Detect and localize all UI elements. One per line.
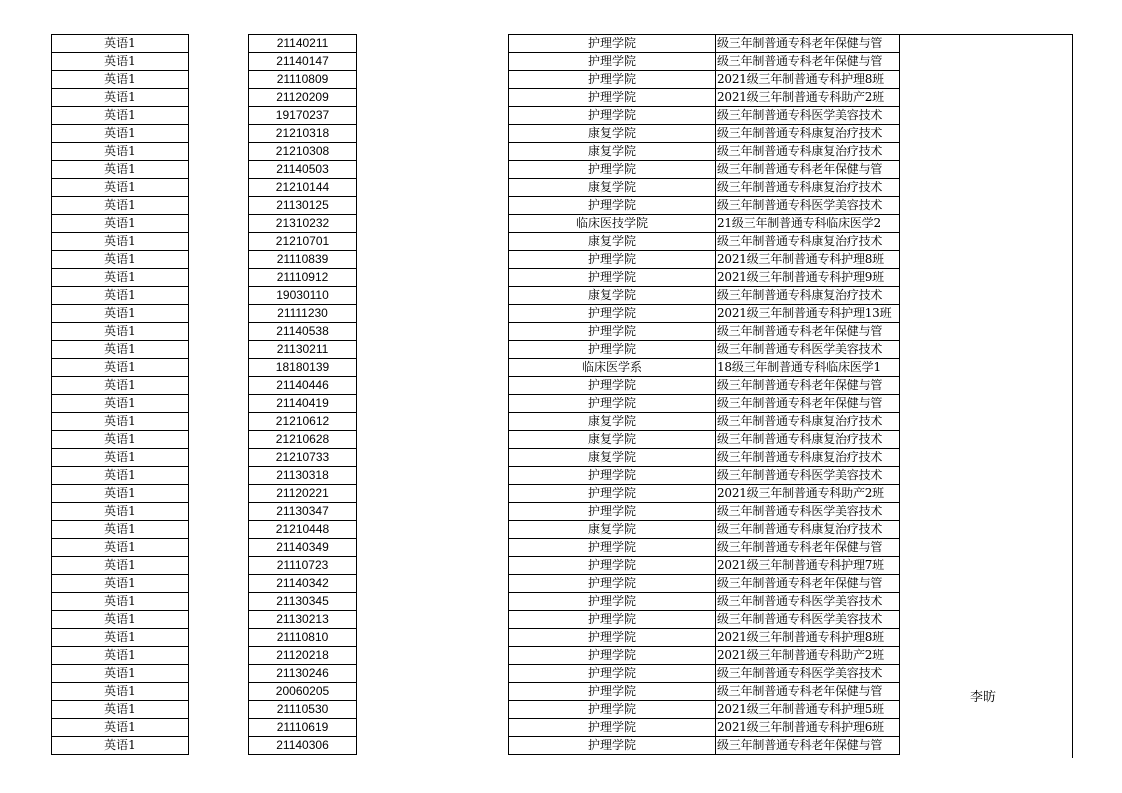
college-cell: 康复学院 xyxy=(509,413,716,431)
class-cell: 级三年制普通专科老年保健与管 xyxy=(716,395,900,413)
table-row xyxy=(509,395,900,413)
table-row xyxy=(509,413,900,431)
class-cell: 级三年制普通专科康复治疗技术 xyxy=(716,521,900,539)
course-cell: 英语1 xyxy=(52,377,189,395)
table-row xyxy=(509,377,900,395)
table-row xyxy=(52,557,189,575)
table-row xyxy=(52,125,189,143)
table-row xyxy=(249,557,357,575)
table-row xyxy=(52,251,189,269)
college-cell: 护理学院 xyxy=(509,665,716,683)
table-row xyxy=(52,719,189,737)
college-cell: 护理学院 xyxy=(509,71,716,89)
class-cell: 2021级三年制普通专科护理5班 xyxy=(716,701,900,719)
table-row xyxy=(509,503,900,521)
course-cell: 英语1 xyxy=(52,323,189,341)
student-id-cell: 21140503 xyxy=(249,161,357,179)
college-cell: 护理学院 xyxy=(509,197,716,215)
table-row xyxy=(509,449,900,467)
table-row xyxy=(509,431,900,449)
class-cell: 2021级三年制普通专科护理6班 xyxy=(716,719,900,737)
student-id-cell: 21210612 xyxy=(249,413,357,431)
table-row xyxy=(509,701,900,719)
table-row xyxy=(509,665,900,683)
table-row xyxy=(249,467,357,485)
table-row xyxy=(249,71,357,89)
course-cell: 英语1 xyxy=(52,179,189,197)
table-row xyxy=(249,125,357,143)
class-cell: 2021级三年制普通专科助产2班 xyxy=(716,647,900,665)
table-row xyxy=(52,305,189,323)
table-row xyxy=(249,89,357,107)
table-row xyxy=(52,107,189,125)
table-row xyxy=(509,161,900,179)
class-cell: 级三年制普通专科医学美容技术 xyxy=(716,467,900,485)
college-cell: 护理学院 xyxy=(509,683,716,701)
course-cell: 英语1 xyxy=(52,341,189,359)
table-row xyxy=(509,71,900,89)
college-cell: 护理学院 xyxy=(509,341,716,359)
college-cell: 护理学院 xyxy=(509,251,716,269)
table-row xyxy=(249,539,357,557)
table-row xyxy=(509,251,900,269)
class-cell: 级三年制普通专科老年保健与管 xyxy=(716,161,900,179)
class-cell: 级三年制普通专科康复治疗技术 xyxy=(716,125,900,143)
table-row xyxy=(52,575,189,593)
college-cell: 护理学院 xyxy=(509,53,716,71)
table-row xyxy=(509,287,900,305)
college-cell: 护理学院 xyxy=(509,485,716,503)
class-cell: 级三年制普通专科老年保健与管 xyxy=(716,323,900,341)
college-cell: 护理学院 xyxy=(509,647,716,665)
college-cell: 康复学院 xyxy=(509,233,716,251)
student-id-cell: 21110912 xyxy=(249,269,357,287)
college-cell: 护理学院 xyxy=(509,719,716,737)
course-cell: 英语1 xyxy=(52,395,189,413)
class-cell: 21级三年制普通专科临床医学2 xyxy=(716,215,900,233)
table-row xyxy=(52,449,189,467)
table-row xyxy=(249,287,357,305)
table-row xyxy=(52,737,189,755)
table-row xyxy=(249,683,357,701)
college-cell: 康复学院 xyxy=(509,179,716,197)
college-cell: 康复学院 xyxy=(509,449,716,467)
course-cell: 英语1 xyxy=(52,593,189,611)
course-cell: 英语1 xyxy=(52,143,189,161)
course-cell: 英语1 xyxy=(52,413,189,431)
student-id-cell: 18180139 xyxy=(249,359,357,377)
college-cell: 护理学院 xyxy=(509,269,716,287)
college-cell: 康复学院 xyxy=(509,125,716,143)
student-id-cell: 21120209 xyxy=(249,89,357,107)
table-row xyxy=(52,341,189,359)
student-id-cell: 21210448 xyxy=(249,521,357,539)
table-row xyxy=(249,485,357,503)
table-row xyxy=(249,665,357,683)
table-row xyxy=(509,575,900,593)
table-row xyxy=(509,179,900,197)
college-cell: 康复学院 xyxy=(509,143,716,161)
table-row xyxy=(509,305,900,323)
table-row xyxy=(249,449,357,467)
student-id-cell: 21110810 xyxy=(249,629,357,647)
table-row xyxy=(509,35,900,53)
table-row xyxy=(509,89,900,107)
class-cell: 2021级三年制普通专科护理9班 xyxy=(716,269,900,287)
course-cell: 英语1 xyxy=(52,53,189,71)
student-id-cell: 21110619 xyxy=(249,719,357,737)
class-cell: 2021级三年制普通专科护理13班 xyxy=(716,305,900,323)
table-row xyxy=(52,431,189,449)
course-cell: 英语1 xyxy=(52,647,189,665)
table-row xyxy=(249,503,357,521)
student-id-cell: 19170237 xyxy=(249,107,357,125)
table-row xyxy=(52,161,189,179)
student-id-cell: 21140211 xyxy=(249,35,357,53)
class-cell: 级三年制普通专科老年保健与管 xyxy=(716,377,900,395)
table-row xyxy=(509,683,900,701)
table-row xyxy=(249,179,357,197)
table-row xyxy=(249,161,357,179)
student-id-cell: 21210701 xyxy=(249,233,357,251)
table-row xyxy=(509,557,900,575)
course-cell: 英语1 xyxy=(52,683,189,701)
table-row xyxy=(52,503,189,521)
college-cell: 护理学院 xyxy=(509,161,716,179)
table-row xyxy=(52,377,189,395)
course-cell: 英语1 xyxy=(52,665,189,683)
student-id-cell: 21130125 xyxy=(249,197,357,215)
table-row xyxy=(249,377,357,395)
student-id-cell: 21140419 xyxy=(249,395,357,413)
college-cell: 护理学院 xyxy=(509,305,716,323)
course-cell: 英语1 xyxy=(52,107,189,125)
class-cell: 级三年制普通专科康复治疗技术 xyxy=(716,179,900,197)
table-row xyxy=(52,71,189,89)
table-row xyxy=(52,701,189,719)
table-row xyxy=(52,629,189,647)
course-cell: 英语1 xyxy=(52,485,189,503)
table-row xyxy=(509,143,900,161)
class-cell: 2021级三年制普通专科护理7班 xyxy=(716,557,900,575)
table-row xyxy=(52,35,189,53)
table-row xyxy=(52,467,189,485)
college-cell: 临床医学系 xyxy=(509,359,716,377)
table-row xyxy=(249,701,357,719)
table-row xyxy=(249,737,357,755)
table-row xyxy=(52,287,189,305)
table-row xyxy=(52,233,189,251)
student-id-cell: 21210733 xyxy=(249,449,357,467)
table-row xyxy=(52,593,189,611)
table-row xyxy=(52,395,189,413)
class-cell: 级三年制普通专科医学美容技术 xyxy=(716,197,900,215)
course-cell: 英语1 xyxy=(52,233,189,251)
college-cell: 护理学院 xyxy=(509,539,716,557)
table-row xyxy=(52,269,189,287)
student-id-column-table xyxy=(248,34,357,755)
table-row xyxy=(509,359,900,377)
table-row xyxy=(509,233,900,251)
table-row xyxy=(509,593,900,611)
table-row xyxy=(249,593,357,611)
table-row xyxy=(52,485,189,503)
student-id-cell: 21210318 xyxy=(249,125,357,143)
table-row xyxy=(249,431,357,449)
table-row xyxy=(249,143,357,161)
course-cell: 英语1 xyxy=(52,71,189,89)
class-cell: 2021级三年制普通专科护理8班 xyxy=(716,71,900,89)
student-id-cell: 21210308 xyxy=(249,143,357,161)
student-id-cell: 21110723 xyxy=(249,557,357,575)
student-id-cell: 21140147 xyxy=(249,53,357,71)
table-row xyxy=(509,611,900,629)
class-cell: 2021级三年制普通专科助产2班 xyxy=(716,89,900,107)
table-row xyxy=(509,269,900,287)
student-id-cell: 21130345 xyxy=(249,593,357,611)
course-cell: 英语1 xyxy=(52,35,189,53)
course-cell: 英语1 xyxy=(52,539,189,557)
table-row xyxy=(52,53,189,71)
student-id-cell: 21130347 xyxy=(249,503,357,521)
table-row xyxy=(249,611,357,629)
table-row xyxy=(249,359,357,377)
student-id-cell: 21140342 xyxy=(249,575,357,593)
course-cell: 英语1 xyxy=(52,359,189,377)
college-cell: 护理学院 xyxy=(509,557,716,575)
course-cell: 英语1 xyxy=(52,449,189,467)
student-id-cell: 21140446 xyxy=(249,377,357,395)
table-row xyxy=(52,611,189,629)
table-row xyxy=(509,197,900,215)
student-id-cell: 21111230 xyxy=(249,305,357,323)
table-row xyxy=(52,143,189,161)
table-row xyxy=(509,215,900,233)
student-id-cell: 21140306 xyxy=(249,737,357,755)
table-row xyxy=(249,215,357,233)
college-class-table xyxy=(508,34,900,755)
table-row xyxy=(509,323,900,341)
table-row xyxy=(249,575,357,593)
table-row xyxy=(52,359,189,377)
student-id-cell: 21210144 xyxy=(249,179,357,197)
teacher-cell-border xyxy=(895,34,1073,758)
course-cell: 英语1 xyxy=(52,611,189,629)
student-id-cell: 21110809 xyxy=(249,71,357,89)
college-cell: 护理学院 xyxy=(509,395,716,413)
class-cell: 级三年制普通专科老年保健与管 xyxy=(716,737,900,755)
class-cell: 级三年制普通专科老年保健与管 xyxy=(716,575,900,593)
course-column-table xyxy=(51,34,189,755)
class-cell: 级三年制普通专科医学美容技术 xyxy=(716,593,900,611)
class-cell: 级三年制普通专科医学美容技术 xyxy=(716,665,900,683)
table-row xyxy=(52,323,189,341)
class-cell: 级三年制普通专科医学美容技术 xyxy=(716,611,900,629)
teacher-name: 李昉 xyxy=(970,690,997,705)
table-row xyxy=(509,647,900,665)
class-cell: 级三年制普通专科老年保健与管 xyxy=(716,53,900,71)
student-id-cell: 21310232 xyxy=(249,215,357,233)
table-row xyxy=(509,107,900,125)
course-cell: 英语1 xyxy=(52,503,189,521)
college-cell: 护理学院 xyxy=(509,107,716,125)
college-cell: 护理学院 xyxy=(509,377,716,395)
class-cell: 级三年制普通专科康复治疗技术 xyxy=(716,143,900,161)
course-cell: 英语1 xyxy=(52,557,189,575)
class-cell: 2021级三年制普通专科护理8班 xyxy=(716,251,900,269)
table-row xyxy=(52,521,189,539)
student-id-cell: 21130246 xyxy=(249,665,357,683)
class-cell: 级三年制普通专科老年保健与管 xyxy=(716,683,900,701)
class-cell: 级三年制普通专科老年保健与管 xyxy=(716,35,900,53)
table-row xyxy=(509,539,900,557)
college-cell: 临床医技学院 xyxy=(509,215,716,233)
table-row xyxy=(52,215,189,233)
table-row xyxy=(52,665,189,683)
college-cell: 护理学院 xyxy=(509,701,716,719)
course-cell: 英语1 xyxy=(52,287,189,305)
table-row xyxy=(509,125,900,143)
student-id-cell: 21110839 xyxy=(249,251,357,269)
student-id-cell: 21130211 xyxy=(249,341,357,359)
table-row xyxy=(52,89,189,107)
course-cell: 英语1 xyxy=(52,251,189,269)
student-id-cell: 21120221 xyxy=(249,485,357,503)
table-row xyxy=(249,197,357,215)
table-row xyxy=(249,107,357,125)
course-cell: 英语1 xyxy=(52,305,189,323)
table-row xyxy=(249,233,357,251)
class-cell: 级三年制普通专科康复治疗技术 xyxy=(716,413,900,431)
student-id-cell: 21130318 xyxy=(249,467,357,485)
college-cell: 护理学院 xyxy=(509,467,716,485)
class-cell: 级三年制普通专科康复治疗技术 xyxy=(716,287,900,305)
table-row xyxy=(509,629,900,647)
course-cell: 英语1 xyxy=(52,575,189,593)
course-cell: 英语1 xyxy=(52,701,189,719)
course-cell: 英语1 xyxy=(52,467,189,485)
college-cell: 护理学院 xyxy=(509,629,716,647)
class-cell: 2021级三年制普通专科助产2班 xyxy=(716,485,900,503)
table-row xyxy=(249,53,357,71)
course-cell: 英语1 xyxy=(52,431,189,449)
student-id-cell: 19030110 xyxy=(249,287,357,305)
table-row xyxy=(52,179,189,197)
table-row xyxy=(249,413,357,431)
table-row xyxy=(249,647,357,665)
table-row xyxy=(52,683,189,701)
table-row xyxy=(509,53,900,71)
course-cell: 英语1 xyxy=(52,269,189,287)
table-row xyxy=(509,521,900,539)
course-cell: 英语1 xyxy=(52,719,189,737)
table-row xyxy=(52,197,189,215)
course-cell: 英语1 xyxy=(52,215,189,233)
college-cell: 护理学院 xyxy=(509,35,716,53)
class-cell: 级三年制普通专科老年保健与管 xyxy=(716,539,900,557)
college-cell: 护理学院 xyxy=(509,575,716,593)
table-row xyxy=(509,737,900,755)
table-row xyxy=(249,305,357,323)
class-cell: 级三年制普通专科医学美容技术 xyxy=(716,107,900,125)
table-row xyxy=(52,413,189,431)
table-row xyxy=(249,251,357,269)
table-row xyxy=(249,521,357,539)
college-cell: 康复学院 xyxy=(509,521,716,539)
college-cell: 护理学院 xyxy=(509,593,716,611)
college-cell: 康复学院 xyxy=(509,431,716,449)
course-cell: 英语1 xyxy=(52,629,189,647)
college-cell: 护理学院 xyxy=(509,737,716,755)
class-cell: 级三年制普通专科医学美容技术 xyxy=(716,341,900,359)
student-id-cell: 21110530 xyxy=(249,701,357,719)
course-cell: 英语1 xyxy=(52,737,189,755)
college-cell: 护理学院 xyxy=(509,323,716,341)
student-id-cell: 20060205 xyxy=(249,683,357,701)
table-row xyxy=(249,269,357,287)
table-row xyxy=(249,35,357,53)
student-id-cell: 21140349 xyxy=(249,539,357,557)
table-row xyxy=(249,395,357,413)
table-row xyxy=(509,341,900,359)
class-cell: 级三年制普通专科康复治疗技术 xyxy=(716,233,900,251)
course-cell: 英语1 xyxy=(52,161,189,179)
course-cell: 英语1 xyxy=(52,89,189,107)
college-cell: 护理学院 xyxy=(509,611,716,629)
course-cell: 英语1 xyxy=(52,125,189,143)
table-row xyxy=(509,467,900,485)
course-cell: 英语1 xyxy=(52,521,189,539)
course-cell: 英语1 xyxy=(52,197,189,215)
college-cell: 康复学院 xyxy=(509,287,716,305)
student-id-cell: 21130213 xyxy=(249,611,357,629)
table-row xyxy=(509,485,900,503)
class-cell: 18级三年制普通专科临床医学1 xyxy=(716,359,900,377)
table-row xyxy=(249,719,357,737)
college-cell: 护理学院 xyxy=(509,503,716,521)
class-cell: 2021级三年制普通专科护理8班 xyxy=(716,629,900,647)
table-row xyxy=(249,629,357,647)
table-row xyxy=(249,341,357,359)
table-row xyxy=(249,323,357,341)
class-cell: 级三年制普通专科医学美容技术 xyxy=(716,503,900,521)
table-row xyxy=(509,719,900,737)
student-id-cell: 21140538 xyxy=(249,323,357,341)
table-row xyxy=(52,539,189,557)
student-id-cell: 21210628 xyxy=(249,431,357,449)
class-cell: 级三年制普通专科康复治疗技术 xyxy=(716,449,900,467)
student-id-cell: 21120218 xyxy=(249,647,357,665)
college-cell: 护理学院 xyxy=(509,89,716,107)
table-row xyxy=(52,647,189,665)
class-cell: 级三年制普通专科康复治疗技术 xyxy=(716,431,900,449)
